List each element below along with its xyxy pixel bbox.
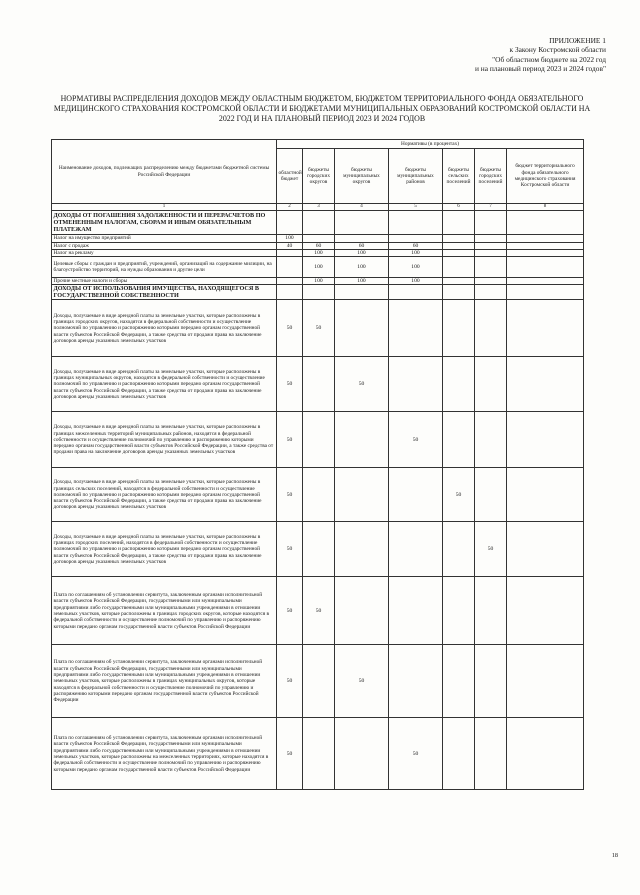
appendix-line-3: "Об областном бюджете на 2022 год <box>492 54 606 64</box>
row-value <box>335 718 389 790</box>
row-value <box>507 412 584 468</box>
row-value <box>335 412 389 468</box>
table-row <box>52 522 584 577</box>
appendix-header <box>475 36 606 74</box>
row-value <box>475 242 507 249</box>
table-row <box>52 242 584 249</box>
row-value <box>475 300 507 357</box>
column-header: областной бюджет <box>277 149 303 204</box>
row-value <box>443 278 475 285</box>
column-number: 8 <box>507 204 584 211</box>
row-value <box>389 235 443 242</box>
row-value: 100 <box>335 278 389 285</box>
column-header: бюджет территориального фонда обязательного медицинского страхования Костромской области <box>507 149 584 204</box>
row-value <box>475 249 507 256</box>
row-value <box>389 285 443 300</box>
row-value <box>507 257 584 278</box>
row-value: 100 <box>303 257 335 278</box>
row-value: 50 <box>277 645 303 718</box>
row-value <box>475 468 507 522</box>
column-number: 2 <box>277 204 303 211</box>
row-value: 50 <box>303 577 335 645</box>
row-value <box>335 577 389 645</box>
row-value <box>507 285 584 300</box>
row-value <box>277 211 303 235</box>
row-value <box>475 645 507 718</box>
row-value <box>507 300 584 357</box>
row-label: Налог на рекламу <box>52 249 277 256</box>
row-value <box>303 522 335 577</box>
row-value: 50 <box>335 645 389 718</box>
table-row <box>52 357 584 412</box>
row-value <box>389 300 443 357</box>
row-value <box>303 468 335 522</box>
row-value <box>303 412 335 468</box>
row-label: ДОХОДЫ ОТ ПОГАШЕНИЯ ЗАДОЛЖЕННОСТИ И ПЕРЕРАСЧЕТОВ ПО ОТМЕНЕННЫМ НАЛОГАМ, СБОРАМ И ИНЫМ ОБЯЗАТЕЛЬНЫМ ПЛАТЕЖАМ <box>52 211 277 235</box>
column-header: бюджеты городских округов <box>303 149 335 204</box>
row-value <box>443 412 475 468</box>
row-value <box>475 285 507 300</box>
row-value <box>507 242 584 249</box>
row-value: 50 <box>277 357 303 412</box>
table-row <box>52 278 584 285</box>
row-value <box>475 211 507 235</box>
row-value: 100 <box>277 235 303 242</box>
row-value <box>303 235 335 242</box>
row-value <box>277 249 303 256</box>
row-value: 40 <box>277 242 303 249</box>
row-value <box>303 285 335 300</box>
row-value <box>335 211 389 235</box>
row-value: 60 <box>303 242 335 249</box>
row-value <box>507 249 584 256</box>
row-value: 50 <box>277 412 303 468</box>
row-label: Доходы, получаемые в виде арендной платы за земельные участки, которые расположены в границах муниципальных округов, находятся в федеральной собственности и осуществление полномочий по управлению и распоряжению которыми передано органам государственной власти субъектов Российской Федерации, а также средства от продажи права на заключение договоров аренды указанных земельных участков <box>52 357 277 412</box>
row-value <box>303 211 335 235</box>
row-value <box>507 718 584 790</box>
row-value <box>303 645 335 718</box>
row-value <box>303 357 335 412</box>
row-value <box>475 235 507 242</box>
row-value <box>475 577 507 645</box>
row-label: Доходы, получаемые в виде арендной платы за земельные участки, которые расположены в границах межселенных территорий муниципальных районов, находятся в федеральной собственности и осуществление полномочий по управлению и распоряжению которыми передано органам государственной власти субъектов Российской Федерации, а также средства от продажи права на заключение договоров аренды указанных земельных участков <box>52 412 277 468</box>
column-number: 4 <box>335 204 389 211</box>
document-title: НОРМАТИВЫ РАСПРЕДЕЛЕНИЯ ДОХОДОВ МЕЖДУ ОБЛАСТНЫМ БЮДЖЕТОМ, БЮДЖЕТОМ ТЕРРИТОРИАЛЬНОГО ФОНДА ОБЯЗАТЕЛЬНОГО МЕДИЦИНСКОГО СТРАХОВАНИЯ КОСТРОМСКОЙ ОБЛАСТИ И БЮДЖЕТАМИ МУНИЦИПАЛЬНЫХ ОБРАЗОВАНИЙ КОСТРОМСКОЙ ОБЛАСТИ НА 2022 ГОД И НА ПЛАНОВЫЙ ПЕРИОД 2023 И 2024 ГОДОВ <box>53 94 591 123</box>
row-value <box>443 249 475 256</box>
row-value: 100 <box>389 278 443 285</box>
row-value: 50 <box>389 412 443 468</box>
row-value <box>443 285 475 300</box>
row-value <box>507 235 584 242</box>
row-value <box>507 278 584 285</box>
row-value <box>475 357 507 412</box>
row-value <box>507 211 584 235</box>
row-value <box>443 522 475 577</box>
row-value <box>443 300 475 357</box>
table-row <box>52 468 584 522</box>
column-header: бюджеты сельских поселений <box>443 149 475 204</box>
table-body <box>52 211 584 790</box>
standards-group-header: Нормативы (в процентах) <box>277 140 584 149</box>
row-value <box>389 577 443 645</box>
row-value <box>475 278 507 285</box>
row-value <box>277 257 303 278</box>
row-value <box>507 645 584 718</box>
row-value: 50 <box>277 577 303 645</box>
row-value: 100 <box>335 257 389 278</box>
row-value: 50 <box>335 357 389 412</box>
revenue-standards-table <box>51 139 584 790</box>
row-value: 50 <box>277 522 303 577</box>
row-value: 50 <box>443 468 475 522</box>
column-number-row <box>52 204 584 211</box>
row-value: 50 <box>475 522 507 577</box>
table-row <box>52 412 584 468</box>
row-value: 100 <box>303 249 335 256</box>
row-value <box>507 468 584 522</box>
table-row <box>52 235 584 242</box>
column-number: 7 <box>475 204 507 211</box>
appendix-label: ПРИЛОЖЕНИЕ 1 <box>549 36 606 45</box>
row-value <box>335 522 389 577</box>
table-row <box>52 300 584 357</box>
column-number: 5 <box>389 204 443 211</box>
table-row <box>52 718 584 790</box>
row-label: Доходы, получаемые в виде арендной платы за земельные участки, которые расположены в границах сельских поселений, находятся в федеральной собственности и осуществление полномочий по управлению и распоряжению которыми передано органам государственной власти субъектов Российской Федерации, а также средства от продажи права на заключение договоров аренды указанных земельных участков <box>52 468 277 522</box>
row-value: 100 <box>335 249 389 256</box>
row-value: 50 <box>277 718 303 790</box>
row-value: 50 <box>277 468 303 522</box>
row-value <box>335 300 389 357</box>
row-label: Плата по соглашениям об установлении сервитута, заключенным органами исполнительной власти субъектов Российской Федерации, государственными или муниципальными предприятиями либо государственными или муниципальными учреждениями в отношении земельных участков, которые расположены в границах городских округов, которые находятся в федеральной собственности и осуществление полномочий по управлению и распоряжению которыми передано органам государственной власти субъектов Российской Федерации <box>52 577 277 645</box>
row-label: Плата по соглашениям об установлении сервитута, заключенным органами исполнительной власти субъектов Российской Федерации, государственными или муниципальными предприятиями либо государственными или муниципальными учреждениями в отношении земельных участков, которые расположены в границах муниципальных округов, которые находятся в федеральной собственности и осуществление полномочий по управлению и распоряжению которыми передано органам государственной власти субъектов Российской Федерации <box>52 645 277 718</box>
row-value <box>443 257 475 278</box>
row-value <box>443 577 475 645</box>
row-value <box>443 718 475 790</box>
row-value <box>389 522 443 577</box>
row-label: Целевые сборы с граждан и предприятий, учреждений, организаций на содержание милиции, на благоустройство территорий, на нужды образования и другие цели <box>52 257 277 278</box>
table-row <box>52 257 584 278</box>
row-value: 100 <box>303 278 335 285</box>
row-label: Налог на имущество предприятий <box>52 235 277 242</box>
row-value <box>443 242 475 249</box>
row-value: 60 <box>389 242 443 249</box>
column-number: 3 <box>303 204 335 211</box>
row-value <box>443 645 475 718</box>
row-value <box>335 235 389 242</box>
table-row <box>52 645 584 718</box>
row-value <box>389 468 443 522</box>
row-value <box>303 718 335 790</box>
row-value <box>443 211 475 235</box>
appendix-line-2: к Закону Костромской области <box>509 45 606 55</box>
row-value: 100 <box>389 249 443 256</box>
table-row <box>52 211 584 235</box>
row-value <box>277 278 303 285</box>
row-value <box>507 522 584 577</box>
row-value: 50 <box>389 718 443 790</box>
row-value <box>443 357 475 412</box>
row-value <box>507 577 584 645</box>
row-value <box>389 211 443 235</box>
row-value: 60 <box>335 242 389 249</box>
column-number: 1 <box>52 204 277 211</box>
column-header: бюджеты городских поселений <box>475 149 507 204</box>
row-value <box>335 468 389 522</box>
page-number: 18 <box>611 852 618 859</box>
row-value <box>277 285 303 300</box>
row-value <box>507 357 584 412</box>
row-label: Плата по соглашениям об установлении сервитута, заключенным органами исполнительной власти субъектов Российской Федерации, государственными или муниципальными предприятиями либо государственными или муниципальными учреждениями в отношении земельных участков, которые расположены на межселенных территориях, которые находятся в федеральной собственности и осуществление полномочий по управлению и распоряжению которыми передано органам государственной власти субъектов Российской Федерации <box>52 718 277 790</box>
income-name-header: Наименование доходов, подлежащих распределению между бюджетами бюджетной системы Российской Федерации <box>52 140 277 204</box>
row-value <box>389 357 443 412</box>
table-row <box>52 577 584 645</box>
appendix-line-4: и на плановый период 2023 и 2024 годов" <box>474 64 606 74</box>
row-value <box>389 645 443 718</box>
row-label: Доходы, получаемые в виде арендной платы за земельные участки, которые расположены в границах городских округов, находятся в федеральной собственности и осуществление полномочий по управлению и распоряжению которыми передано органам государственной власти субъектов Российской Федерации, а также средства от продажи права на заключение договоров аренды указанных земельных участков <box>52 300 277 357</box>
table-row <box>52 249 584 256</box>
row-value: 100 <box>389 257 443 278</box>
row-value: 50 <box>303 300 335 357</box>
column-header: бюджеты муниципальных районов <box>389 149 443 204</box>
row-value <box>335 285 389 300</box>
row-label: Налог с продаж <box>52 242 277 249</box>
table-row <box>52 285 584 300</box>
row-label: ДОХОДЫ ОТ ИСПОЛЬЗОВАНИЯ ИМУЩЕСТВА, НАХОДЯЩЕГОСЯ В ГОСУДАРСТВЕННОЙ СОБСТВЕННОСТИ <box>52 285 277 300</box>
row-label: Доходы, получаемые в виде арендной платы за земельные участки, которые расположены в границах городских поселений, находятся в федеральной собственности и осуществление полномочий по управлению и распоряжению которыми передано органам государственной власти субъектов Российской Федерации, а также средства от продажи права на заключение договоров аренды указанных земельных участков <box>52 522 277 577</box>
column-header: бюджеты муниципальных округов <box>335 149 389 204</box>
row-label: Прочие местные налоги и сборы <box>52 278 277 285</box>
row-value <box>443 235 475 242</box>
row-value <box>475 718 507 790</box>
row-value: 50 <box>277 300 303 357</box>
row-value <box>475 412 507 468</box>
column-number: 6 <box>443 204 475 211</box>
row-value <box>475 257 507 278</box>
